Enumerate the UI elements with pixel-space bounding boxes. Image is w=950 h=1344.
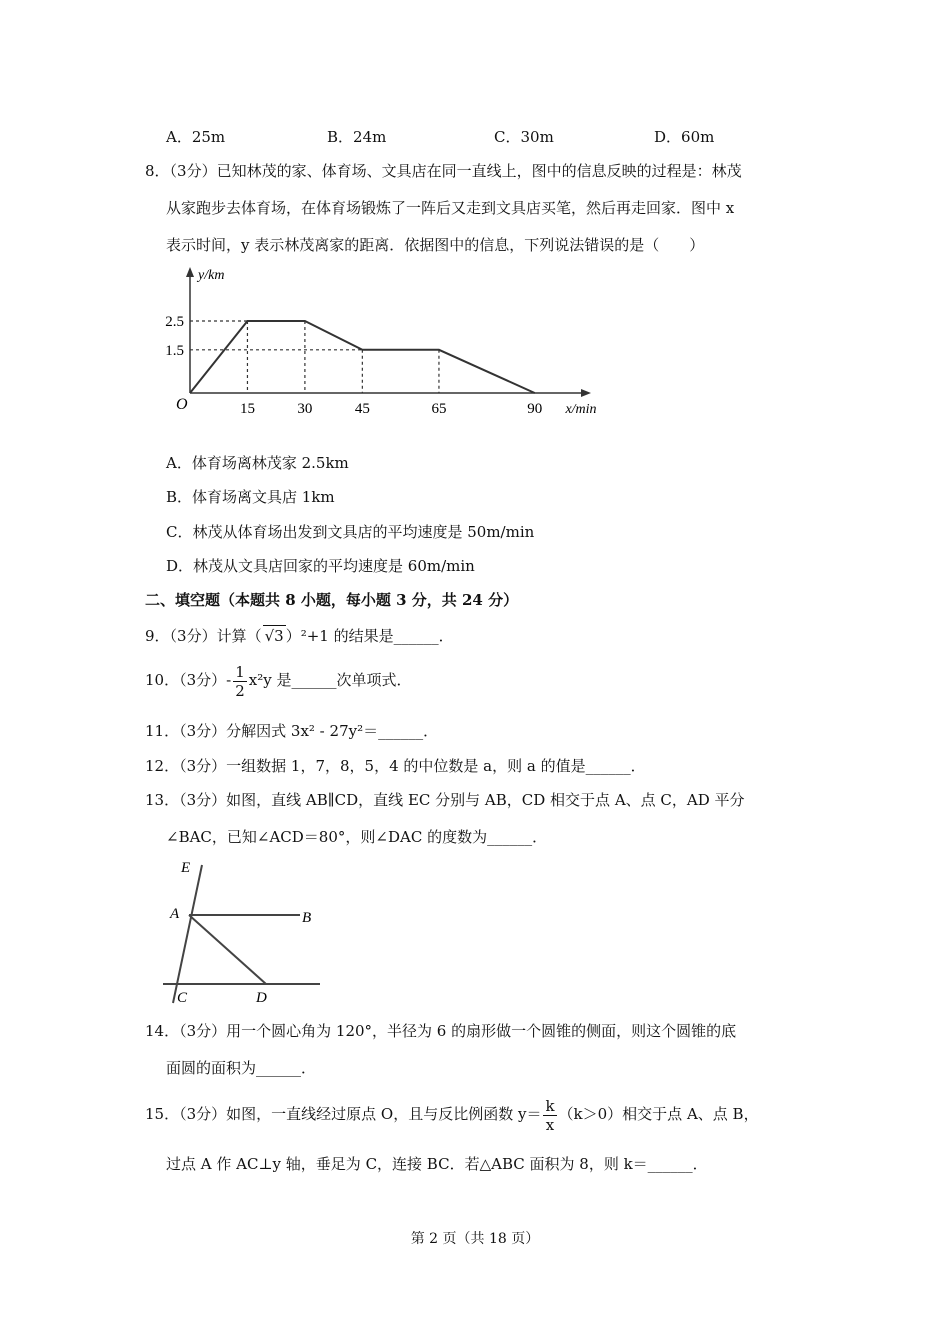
chart-guides <box>190 321 439 393</box>
q10-post: x²y 是______次单项式． <box>248 671 412 689</box>
x-tick-label: 15 <box>239 401 255 417</box>
q7-option-d: D．60m <box>654 128 715 146</box>
q9 <box>145 625 454 646</box>
q7-option-a: A．25m <box>166 128 226 146</box>
line-ec <box>173 865 202 1003</box>
q9-radicand: 3 <box>274 627 284 645</box>
chart-axes <box>186 267 591 397</box>
y-tick-label: 2.5 <box>165 314 184 330</box>
q8-option-b: B．体育场离文具店 1km <box>166 488 335 506</box>
q15-line-2: 过点 A 作 AC⊥y 轴，垂足为 C，连接 BC．若△ABC 面积为 8，则 k＝______． <box>166 1155 708 1173</box>
label-b: B <box>302 910 312 926</box>
q8-distance-time-chart <box>160 265 597 420</box>
q9-post: ）²+1 的结果是______． <box>285 627 454 645</box>
q14-line-1: 14．（3分）用一个圆心角为 120°，半径为 6 的扇形做一个圆锥的侧面，则这个圆锥的底 <box>145 1022 737 1040</box>
section-2-title: 二、填空题（本题共 8 小题，每小题 3 分，共 24 分） <box>145 591 519 609</box>
q11: 11．（3分）分解因式 3x² - 27y²＝______． <box>145 722 439 740</box>
page-footer: 第 2 页（共 18 页） <box>410 1231 540 1247</box>
label-d: D <box>256 990 267 1006</box>
q8-line-1: 8．（3分）已知林茂的家、体育场、文具店在同一直线上，图中的信息反映的过程是：林茂 <box>145 162 742 180</box>
q15-denominator: x <box>545 1115 555 1134</box>
q13-geometry-figure <box>160 855 330 1007</box>
label-a: A <box>170 906 180 922</box>
q13-line-1: 13．（3分）如图，直线 AB∥CD，直线 EC 分别与 AB，CD 相交于点 A、点 C，AD 平分 <box>145 791 745 809</box>
q15-post: （k＞0）相交于点 A、点 B， <box>558 1105 759 1123</box>
x-tick-label: 30 <box>297 401 313 417</box>
line-ad <box>189 915 266 984</box>
q8-option-d: D．林茂从文具店回家的平均速度是 60m/min <box>166 557 475 575</box>
label-c: C <box>177 990 188 1006</box>
y-tick-label: 1.5 <box>165 342 184 359</box>
q10-numerator: 1 <box>235 662 245 681</box>
q13-line-2: ∠BAC，已知∠ACD＝80°，则∠DAC 的度数为______． <box>166 828 548 846</box>
q9-pre: 9．（3分）计算（ <box>145 627 262 645</box>
label-e: E <box>181 860 191 876</box>
q8-option-c: C．林茂从体育场出发到文具店的平均速度是 50m/min <box>166 523 535 541</box>
x-tick-label: 90 <box>527 401 543 417</box>
x-tick-label: 65 <box>431 401 447 417</box>
q10-pre: 10．（3分）- <box>145 671 232 689</box>
q15-pre: 15．（3分）如图，一直线经过原点 O，且与反比例函数 y＝ <box>145 1105 542 1123</box>
y-axis-arrow <box>186 267 194 277</box>
x-tick-label: 45 <box>354 401 370 417</box>
q7-option-b: B．24m <box>327 128 387 146</box>
q15-fraction <box>543 1097 556 1134</box>
q10-denominator: 2 <box>235 681 245 700</box>
q12: 12．（3分）一组数据 1，7，8，5，4 的中位数是 a，则 a 的值是______． <box>145 757 646 775</box>
q8-option-a: A．体育场离林茂家 2.5km <box>166 454 349 472</box>
q10 <box>145 662 411 700</box>
q8-line-2: 从家跑步去体育场，在体育场锻炼了一阵后又走到文具店买笔，然后再走回家．图中 x <box>166 199 735 217</box>
x-axis-label: x/min <box>565 402 597 417</box>
x-axis-arrow <box>581 389 591 397</box>
q7-option-c: C．30m <box>494 128 554 146</box>
q14-line-2: 面圆的面积为______． <box>166 1059 317 1077</box>
origin-label: O <box>176 396 188 413</box>
q9-sqrt: √3 <box>264 627 284 645</box>
q15-numerator: k <box>545 1096 555 1115</box>
y-axis-label: y/km <box>198 268 225 283</box>
q15-line-1 <box>145 1096 759 1134</box>
q8-line-3: 表示时间，y 表示林茂离家的距离．依据图中的信息，下列说法错误的是（ ） <box>166 236 705 254</box>
q10-fraction <box>233 663 247 700</box>
